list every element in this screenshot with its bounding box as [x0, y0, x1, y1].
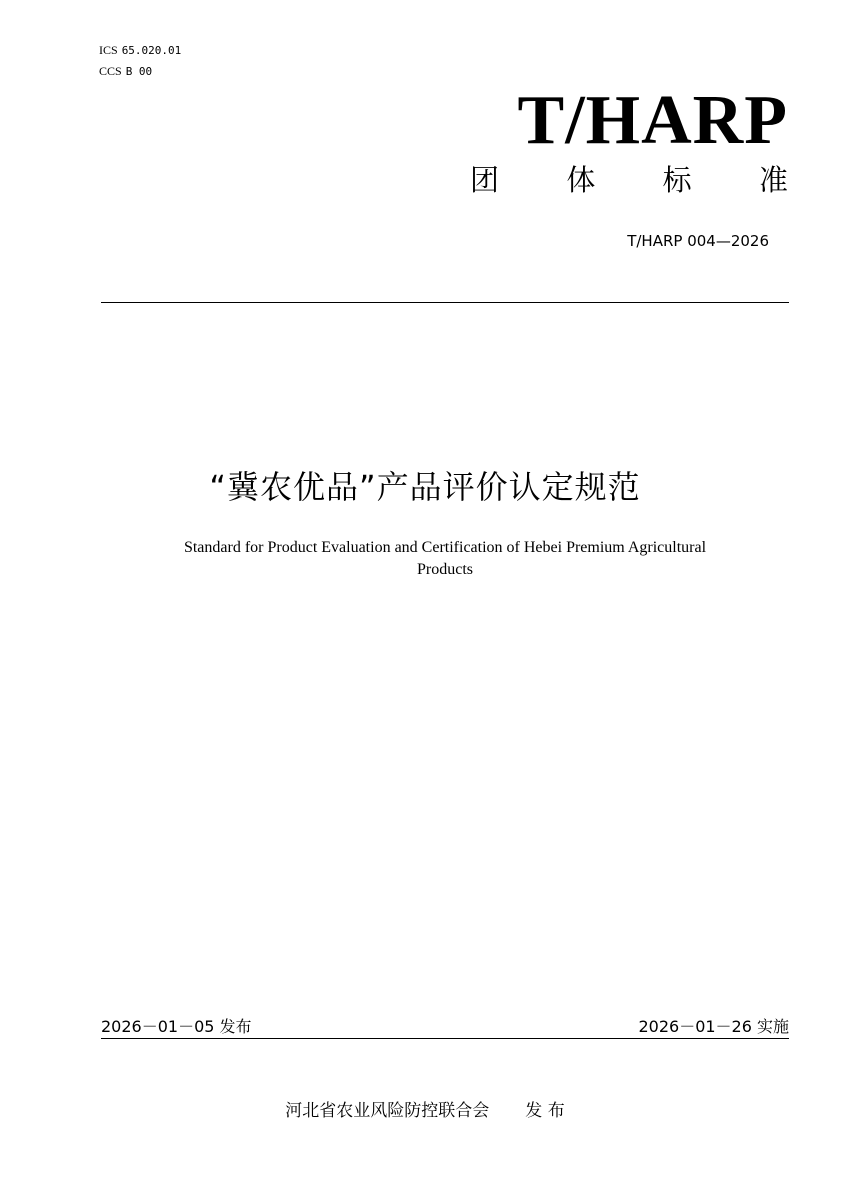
standard-type-char: 准	[758, 163, 788, 197]
ccs-code-value: B 00	[125, 65, 153, 78]
standard-type-char: 团	[470, 163, 500, 197]
ics-label: ICS	[99, 43, 118, 57]
standard-type	[470, 160, 788, 200]
english-title-line-2: Products	[417, 561, 473, 578]
bottom-divider	[101, 1038, 789, 1039]
implementation-date: 2026－01－26 实施	[638, 1017, 789, 1036]
publisher	[0, 1099, 850, 1123]
standard-number: T/HARP 004—2026	[627, 232, 769, 250]
standard-type-char: 标	[662, 163, 692, 197]
top-divider	[101, 302, 789, 303]
publisher-action: 发 布	[525, 1101, 565, 1121]
standard-logo: T/HARP	[517, 82, 788, 159]
ccs-label: CCS	[99, 64, 122, 78]
standard-type-char: 体	[566, 163, 596, 197]
ics-code	[99, 41, 181, 60]
ccs-code	[99, 62, 152, 81]
publisher-name: 河北省农业风险防控联合会	[285, 1101, 490, 1121]
english-title-line-1: Standard for Product Evaluation and Certification of Hebei Premium Agricultural	[183, 539, 707, 556]
ics-code-value: 65.020.01	[121, 44, 182, 57]
document-title-english	[110, 537, 780, 581]
document-title-chinese: “冀农优品”产品评价认定规范	[209, 468, 641, 506]
release-date: 2026－01－05 发布	[101, 1017, 252, 1036]
